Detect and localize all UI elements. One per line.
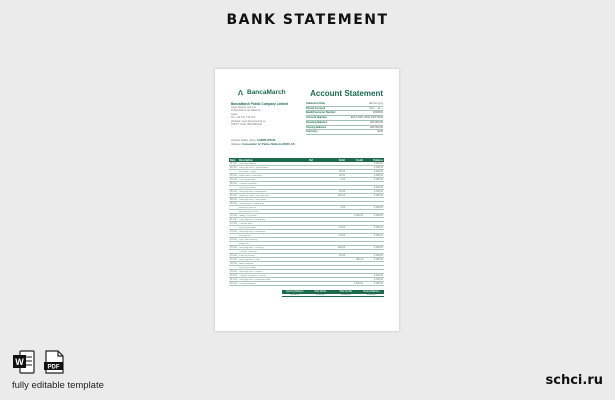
meta-key: Bank/Customer Number: [306, 111, 336, 115]
row-description: Card payment / market: [239, 270, 263, 273]
row-date: 09.mm: [230, 202, 238, 205]
row-debit: 00,00: [339, 190, 345, 193]
row-balance: 0.000,00: [374, 206, 383, 209]
customer-info: [231, 139, 295, 146]
row-date: 18.mm: [230, 262, 238, 265]
row-balance: 0.000,00: [374, 258, 383, 261]
row-debit: 00,00: [339, 226, 345, 229]
row-description: Card payment / bookshop: [239, 230, 266, 233]
row-date: 16.mm: [230, 254, 238, 257]
pdf-file-icon: [42, 349, 66, 375]
col-description: Description: [239, 158, 253, 162]
meta-value: 000.000,00: [370, 120, 383, 124]
row-description: Mobile phone bill: [239, 206, 257, 209]
meta-key: Statement Date: [306, 102, 325, 105]
row-description: ATM withdrawal: [239, 178, 256, 181]
row-description: Gym membership: [239, 238, 258, 241]
row-description: Subscription / streaming: [239, 202, 264, 205]
totals-label: Total Credits: [339, 290, 353, 293]
meta-key: Currency: [306, 130, 318, 134]
row-debit: 00,00: [339, 254, 345, 257]
document-title: Account Statement: [310, 89, 383, 98]
meta-value: dd.mm.yyyy: [369, 102, 383, 105]
meta-key: Account Number: [306, 116, 327, 120]
meta-value: ES10 0061 0000 0000 0000: [350, 116, 383, 120]
table-row: [229, 282, 384, 286]
row-description: Card payment / fuel station: [239, 198, 267, 201]
row-credit: 000,00: [355, 258, 363, 261]
row-debit: 00,00: [339, 174, 345, 177]
row-balance: 0.000,00: [374, 246, 383, 249]
row-balance: 0.000,00: [374, 186, 383, 189]
customer-name: LOREM IPSUM: [256, 139, 276, 142]
row-description: Insurance premium: [239, 210, 259, 213]
row-balance: 0.000,00: [374, 190, 383, 193]
row-description: Card payment / hardware store: [239, 278, 271, 281]
row-balance: 0.000,00: [374, 162, 383, 165]
word-icon-letter: W: [15, 357, 24, 367]
pdf-icon-label: PDF: [47, 364, 60, 371]
row-date: 04.mm: [230, 178, 238, 181]
col-balance: Balance: [373, 158, 383, 162]
row-description: Parking fee: [239, 234, 251, 237]
bank-name: BancaMarch Public Company Limited: [231, 102, 289, 106]
row-balance: 0.000,00: [374, 178, 383, 181]
statement-meta: [306, 102, 383, 135]
meta-value: 0000000: [372, 111, 383, 115]
row-debit: 0,00: [340, 206, 345, 209]
page-title: BANK STATEMENT: [226, 12, 389, 28]
row-description: Bank charges: [239, 262, 254, 265]
row-description: Closing balance: [239, 282, 256, 285]
row-date: 08.mm: [230, 198, 238, 201]
customer-address: Consectetur 12, Palma, Mallorca 00000, ES: [241, 142, 295, 146]
totals-value: 0.000,00: [341, 293, 351, 296]
row-credit: 0.000,00: [354, 214, 363, 217]
row-balance: 0.000,00: [374, 174, 383, 177]
bank-logo: [237, 88, 286, 96]
row-debit: 00,00: [339, 234, 345, 237]
col-date: Date: [230, 158, 236, 162]
row-description: Standing order / rent payment: [239, 194, 270, 197]
row-description: Online purchase: [239, 226, 256, 229]
row-date: 01.mm: [230, 162, 238, 165]
bank-address-line: Isaac Newton Avenue: [231, 106, 257, 109]
meta-key: Opening Balance: [306, 120, 328, 124]
totals-value: 0.000,00: [366, 293, 376, 296]
row-date: 03.mm: [230, 174, 238, 177]
row-description: Transfer received: [239, 250, 257, 253]
row-date: 06.mm: [230, 190, 238, 193]
row-description: Purchase / retail: [239, 170, 256, 173]
row-date: 13.mm: [230, 230, 238, 233]
row-date: 15.mm: [230, 246, 238, 249]
meta-row: [306, 130, 383, 135]
row-date: 19.mm: [230, 270, 238, 273]
row-balance: 0.000,00: [374, 282, 383, 285]
row-description: Transfer received: [239, 182, 257, 185]
totals-label: Closing Balance: [362, 290, 380, 293]
footer-note: fully editable template: [12, 380, 104, 391]
col-credit: Credit: [355, 158, 363, 162]
row-debit: 000,00: [337, 246, 345, 249]
row-description: Card payment / cafe: [239, 258, 260, 261]
totals-label: Opening Balance: [285, 290, 304, 293]
row-date: 20.mm: [230, 274, 238, 277]
row-debit: 000,00: [337, 194, 345, 197]
row-description: Card payment / clothing: [239, 246, 264, 249]
totals-label: Total Debits: [314, 290, 327, 293]
customer-name-label: Account holder name:: [231, 139, 257, 142]
row-description: Water bill: [239, 242, 249, 245]
bank-swift: SWIFT Code: BMARES2M: [231, 123, 262, 127]
col-debit: Debit: [338, 158, 345, 162]
meta-key: Period Covered: [306, 106, 326, 110]
totals-summary: [282, 290, 384, 297]
row-balance: 0.000,00: [374, 214, 383, 217]
meta-value: EUR: [377, 130, 383, 134]
row-description: Card payment / pharmacy: [239, 218, 266, 221]
row-balance: 0.000,00: [374, 254, 383, 257]
row-balance: 0.000,00: [374, 234, 383, 237]
row-description: Card payment / Restaurant: [239, 190, 267, 193]
word-file-icon: [12, 349, 36, 375]
totals-value: 0.000,00: [315, 293, 325, 296]
row-description: Opening balance: [239, 162, 257, 165]
bank-logo-text: BancaMarch: [247, 88, 286, 96]
row-balance: 0.000,00: [374, 226, 383, 229]
meta-key: Closing Balance: [306, 125, 327, 129]
statement-document: [215, 69, 399, 331]
table-header: [229, 158, 384, 162]
meta-value: from ... to ...: [369, 106, 383, 110]
bank-logo-icon: [237, 89, 244, 96]
row-debit: 0,00: [340, 178, 345, 181]
row-date: 11.mm: [230, 218, 237, 221]
row-balance: 0.000,00: [374, 278, 383, 281]
row-date: 17.mm: [230, 258, 238, 261]
customer-address-line: [231, 143, 295, 147]
format-icons: [12, 349, 66, 375]
row-balance: 0.000,00: [374, 194, 383, 197]
row-description: Salary / employer: [239, 214, 257, 217]
bank-info: [231, 102, 301, 126]
transactions-table: [229, 158, 384, 286]
row-date: 22.mm: [230, 282, 238, 285]
row-balance: 0.000,00: [374, 166, 383, 169]
row-date: 07.mm: [230, 194, 238, 197]
bank-address-line: 07013 Palma de Mallorca: [231, 109, 261, 113]
row-date: 10.mm: [230, 214, 238, 217]
customer-address-label: Address:: [231, 142, 242, 146]
totals-values: [282, 294, 384, 298]
row-description: Card payment / Supermarket: [239, 166, 269, 169]
row-date: 05.mm: [230, 182, 238, 185]
col-ref: Ref: [309, 158, 314, 162]
row-credit: 0.000,00: [354, 282, 363, 285]
row-description: Transfer sent: [239, 222, 253, 225]
row-balance: 0.000,00: [374, 170, 383, 173]
meta-value: 000.000,00: [370, 125, 383, 129]
row-balance: 0.000,00: [374, 274, 383, 277]
row-description: Online purchase: [239, 266, 256, 269]
row-description: Direct debit / electricity: [239, 174, 263, 177]
bank-website: Website: www.bancamarch.es: [231, 119, 266, 123]
row-description: Online purchase: [239, 186, 256, 189]
row-description: Transfer received / refund: [239, 274, 266, 277]
totals-value: 0.000,00: [290, 293, 300, 296]
row-date: 14.mm: [230, 238, 238, 241]
table-body: [229, 162, 384, 286]
bank-address-line: Spain: [231, 112, 238, 116]
row-description: Internet service: [239, 254, 255, 257]
row-date: 21.mm: [230, 278, 238, 281]
row-date: 02.mm: [230, 166, 238, 169]
site-brand: schci.ru: [545, 373, 603, 388]
row-date: 12.mm: [230, 222, 238, 225]
row-debit: 00,00: [339, 170, 345, 173]
bank-phone: Tel: +34 971 779 100: [231, 116, 256, 120]
